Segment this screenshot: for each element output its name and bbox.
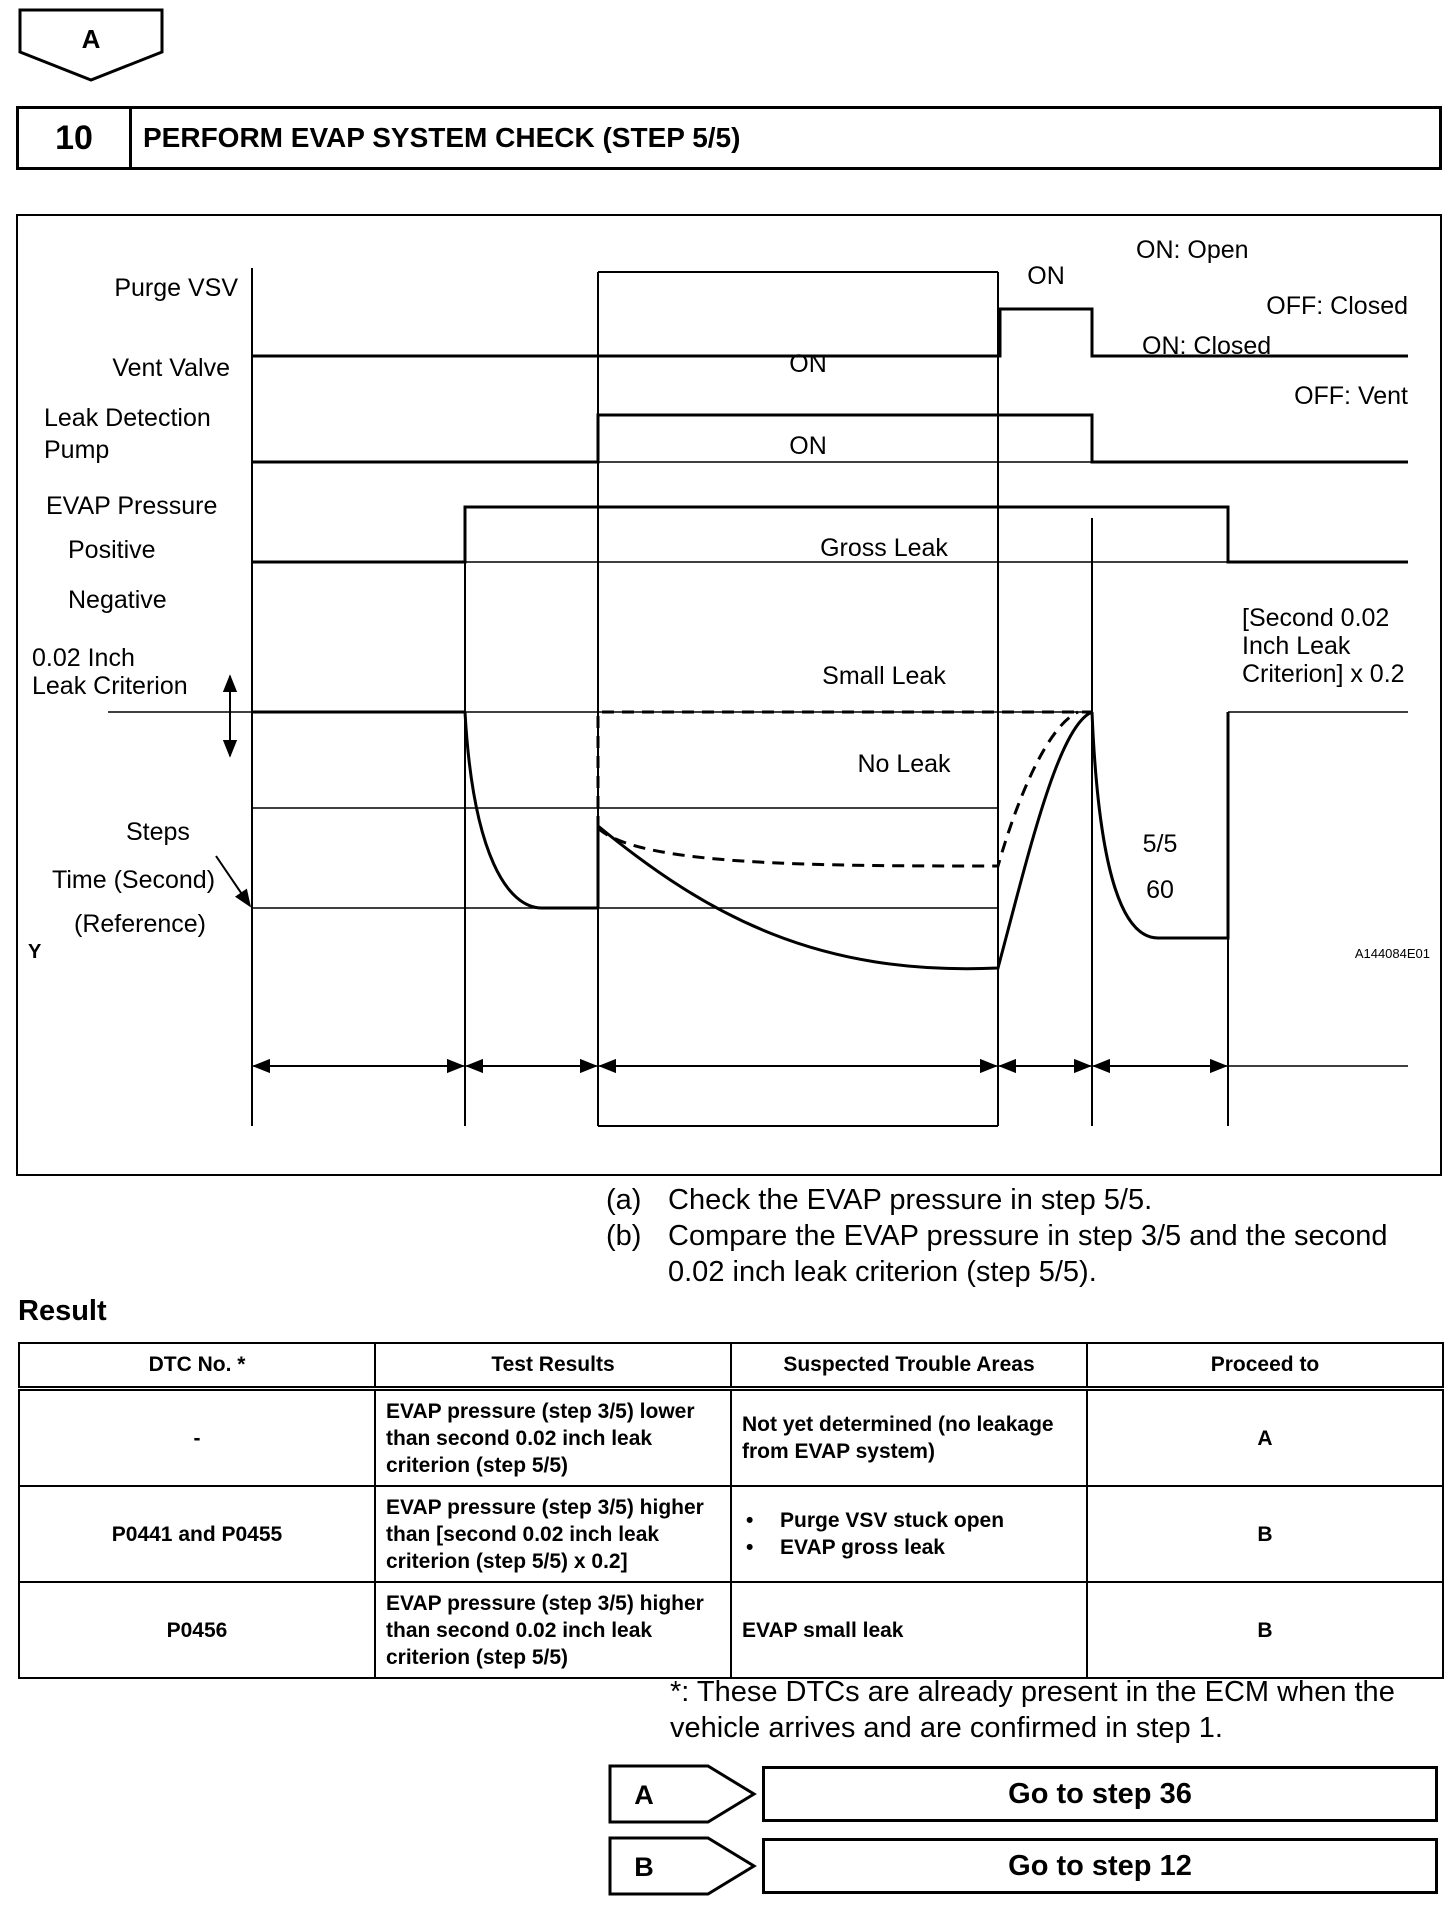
label-leak-pump-2: Pump: [44, 436, 110, 464]
header-test-results: Test Results: [375, 1343, 731, 1389]
header-dtc: DTC No. *: [19, 1343, 375, 1389]
instruction-b-text: Compare the EVAP pressure in step 3/5 and the second 0.02 inch leak criterion (step 5/5).: [668, 1220, 1388, 1288]
proceed-cell: A: [1087, 1389, 1443, 1487]
row-labels: [32, 274, 238, 938]
label-negative: Negative: [68, 586, 167, 614]
pump-on-label: ON: [789, 432, 827, 460]
pump-pressure-drop: [465, 712, 598, 908]
criterion-pointer: [216, 856, 250, 906]
trouble-area-cell: EVAP small leak: [731, 1582, 1087, 1678]
timing-diagram-svg: [18, 216, 1440, 1174]
label-steps: Steps: [126, 818, 190, 846]
top-tag-label: A: [81, 24, 101, 54]
trouble-area-item: • EVAP gross leak: [742, 1534, 1076, 1561]
step-title: PERFORM EVAP SYSTEM CHECK (STEP 5/5): [143, 122, 741, 153]
test-result-cell: EVAP pressure (step 3/5) higher than [second 0.02 inch leak criterion (step 5/5) x 0.2]: [375, 1486, 731, 1582]
svg-text:Inch Leak: Inch Leak: [1242, 632, 1351, 660]
action-b-tag-label: B: [634, 1852, 654, 1882]
curve-labels: [820, 534, 951, 778]
state-labels: [789, 236, 1408, 460]
vent-off-vent: OFF: Vent: [1294, 382, 1408, 410]
phase-boundaries: [252, 268, 1228, 1126]
instruction-b-label: (b): [606, 1220, 642, 1252]
dtc-cell: -: [19, 1389, 375, 1487]
purge-off-closed: OFF: Closed: [1266, 292, 1408, 320]
small-leak-curve: [598, 712, 1078, 866]
label-criterion-2: Leak Criterion: [32, 672, 188, 700]
table-header-row: [19, 1343, 1443, 1389]
purge-on-label: ON: [1027, 262, 1065, 290]
label-criterion-1: 0.02 Inch: [32, 644, 135, 672]
svg-text:[Second 0.02: [Second 0.02: [1242, 604, 1390, 632]
instruction-b: [606, 1218, 1446, 1294]
label-vent-valve: Vent Valve: [112, 354, 230, 382]
dtc-cell: P0456: [19, 1582, 375, 1678]
label-positive: Positive: [68, 536, 156, 564]
step-heading: [16, 106, 1442, 170]
small-leak-label: Small Leak: [822, 662, 946, 690]
no-leak-label: No Leak: [857, 750, 951, 778]
gross-leak-label: Gross Leak: [820, 534, 948, 562]
header-proceed-to: Proceed to: [1087, 1343, 1443, 1389]
proceed-cell: B: [1087, 1486, 1443, 1582]
corner-mark: Y: [28, 941, 42, 963]
trouble-area-cell: Not yet determined (no leakage from EVAP system): [731, 1389, 1087, 1487]
action-b-tag: [608, 1836, 758, 1896]
step-number: 10: [19, 109, 132, 167]
test-result-cell: EVAP pressure (step 3/5) lower than second 0.02 inch leak criterion (step 5/5): [375, 1389, 731, 1487]
go-to-step-36-button[interactable]: Go to step 36: [762, 1766, 1438, 1822]
table-row: [19, 1486, 1443, 1582]
time-value: 60: [1146, 876, 1174, 904]
instruction-a-text: Check the EVAP pressure in step 5/5.: [668, 1184, 1153, 1216]
vent-on-label: ON: [789, 350, 827, 378]
test-result-cell: EVAP pressure (step 3/5) higher than second 0.02 inch leak criterion (step 5/5): [375, 1582, 731, 1678]
trouble-area-cell: [731, 1486, 1087, 1582]
instruction-a: [606, 1182, 1446, 1222]
table-row: [19, 1389, 1443, 1487]
pressure-curves: [252, 712, 1228, 969]
result-heading: Result: [18, 1295, 107, 1327]
action-a-tag-label: A: [634, 1780, 654, 1810]
label-evap-pressure: EVAP Pressure: [46, 492, 218, 520]
reference-lines: [108, 462, 1408, 1066]
result-table: [18, 1342, 1444, 1679]
footnote: *: These DTCs are already present in the ECM when the vehicle arrives and are confirmed in step 1.: [670, 1676, 1395, 1744]
go-to-step-12-button[interactable]: Go to step 12: [762, 1838, 1438, 1894]
label-time: Time (Second): [52, 866, 216, 894]
header-suspected-areas: Suspected Trouble Areas: [731, 1343, 1087, 1389]
table-row: [19, 1582, 1443, 1678]
label-purge-vsv: Purge VSV: [114, 274, 238, 302]
label-leak-pump-1: Leak Detection: [44, 404, 211, 432]
vent-on-closed: ON: Closed: [1142, 332, 1272, 360]
second-criterion-drop: [1092, 712, 1228, 938]
vent-valve-trace: [252, 415, 1408, 462]
dashed-leak-curves: [598, 712, 1092, 908]
trouble-area-item: • Purge VSV stuck open: [742, 1507, 1076, 1534]
instruction-a-label: (a): [606, 1184, 642, 1216]
purge-on-open: ON: Open: [1136, 236, 1249, 264]
top-tag-shape: [18, 8, 164, 82]
proceed-cell: B: [1087, 1582, 1443, 1678]
dtc-cell: P0441 and P0455: [19, 1486, 375, 1582]
timing-diagram: [16, 214, 1442, 1176]
no-leak-curve: [598, 712, 1092, 969]
figure-id: A144084E01: [1354, 946, 1430, 961]
svg-text:Criterion] x 0.2: Criterion] x 0.2: [1242, 660, 1405, 688]
label-reference: (Reference): [74, 910, 206, 938]
step-value: 5/5: [1142, 830, 1178, 858]
second-criterion-label: [1242, 604, 1405, 688]
action-a-tag: [608, 1764, 758, 1824]
